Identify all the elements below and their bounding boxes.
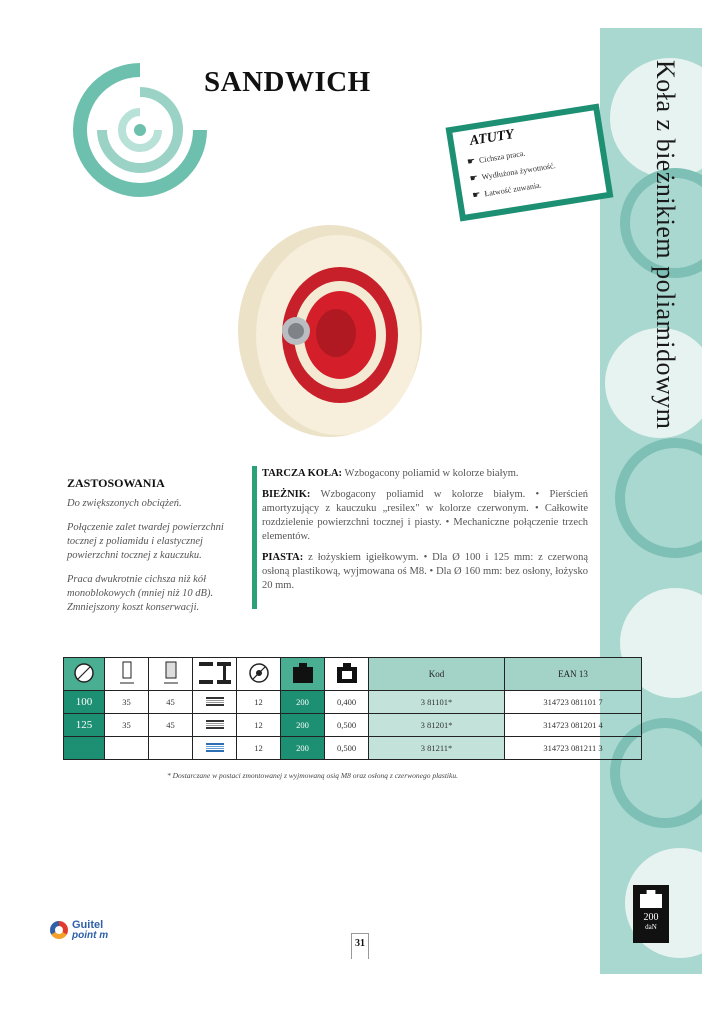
mass-header-icon (325, 658, 369, 691)
pointing-hand-icon: ☛ (471, 189, 482, 201)
ean-cell: 314723 081201 4 (505, 714, 642, 737)
wheel-width-cell (105, 737, 149, 760)
vertical-section-title: Koła z bieżnikiem poliamidowym (651, 60, 680, 430)
table-row (64, 714, 642, 737)
mass-cell: 0,500 (325, 714, 369, 737)
tread-header-icon (193, 658, 237, 691)
axle-cell: 12 (237, 737, 281, 760)
brand-subname: point m (72, 930, 109, 941)
load-cell: 200 (281, 691, 325, 714)
mass-cell: 0,500 (325, 737, 369, 760)
ean-column-header: EAN 13 (505, 658, 642, 691)
hub-length-cell (149, 737, 193, 760)
specification-table (63, 657, 641, 762)
table-row (64, 691, 642, 714)
load-header-icon (281, 658, 325, 691)
advantages-card (446, 103, 614, 221)
pointing-hand-icon: ☛ (468, 172, 479, 184)
brand-mark-icon (50, 921, 68, 939)
code-cell: 3 81201* (369, 714, 505, 737)
weight-icon (640, 890, 662, 908)
brand-name: Guitel (72, 919, 104, 931)
technical-description (262, 467, 588, 600)
applications-heading: ZASTOSOWANIA (67, 476, 165, 490)
load-capacity-unit: daN (645, 923, 657, 931)
brand-logo (50, 919, 120, 945)
accent-divider (252, 466, 257, 609)
diameter-header-icon (64, 658, 105, 691)
wheel-product-image (238, 213, 434, 473)
ean-cell: 314723 081211 3 (505, 737, 642, 760)
applications-text (67, 497, 245, 625)
wheel-width-cell: 35 (105, 691, 149, 714)
wheel-width-cell: 35 (105, 714, 149, 737)
advantages-heading: ATUTY (468, 127, 515, 149)
tread-cell (193, 714, 237, 737)
diameter-cell (64, 737, 105, 760)
load-capacity-value: 200 (643, 912, 659, 923)
table-footnote: * Dostarczane w postaci zmontowanej z wyjmowaną osią M8 oraz osłoną z czerwonego plastiku. (167, 771, 458, 780)
tread-spec: BIEŻNIK: Wzbogacony poliamid w kolorze białym. • Pierścień amortyzujący z kauczuku „resilex" w kolorze czerwonym. • Całkowite rozdzielenie powierzchni tocznej i piasty. • Mechaniczne połączenie trzech elementów. (262, 489, 588, 542)
wheel-width-header-icon (105, 658, 149, 691)
applications-paragraph: Do zwiększonych obciążeń. (67, 498, 182, 509)
axle-header-icon (237, 658, 281, 691)
code-column-header: Kod (369, 658, 505, 691)
applications-paragraph: Praca dwukrotnie cichsza niż kół monoblokowych (mniej niż 10 dB). Zmniejszony koszt konserwacji. (67, 574, 214, 613)
advantage-item: ☛ Łatwość zuwania. (471, 180, 543, 201)
ean-cell: 314723 081101 7 (505, 691, 642, 714)
load-cell: 200 (281, 737, 325, 760)
advantage-item: ☛ Cichsza praca. (466, 148, 526, 167)
tread-gray-icon (206, 697, 224, 706)
load-capacity-badge (633, 885, 669, 943)
decorative-rings-logo (70, 60, 210, 200)
code-cell: 3 81101* (369, 691, 505, 714)
mass-cell: 0,400 (325, 691, 369, 714)
hub-length-cell: 45 (149, 691, 193, 714)
pointing-hand-icon: ☛ (466, 155, 476, 167)
page-number: 31 (351, 933, 369, 959)
table-row (64, 737, 642, 760)
axle-cell: 12 (237, 691, 281, 714)
applications-paragraph: Połączenie zalet twardej powierzchni tocznej z poliamidu i elastycznej powierzchni tocznej z kauczuku. (67, 522, 224, 561)
advantage-item: ☛ Wydłużona żywotność. (468, 161, 557, 184)
hub-spec: PIASTA: z łożyskiem igiełkowym. • Dla Ø 100 i 125 mm: z czerwoną osłoną plastikową, wyjmowana oś M8. • Dla Ø 160 mm: bez osłony, łożysko 20 mm. (262, 552, 588, 591)
hub-length-cell: 45 (149, 714, 193, 737)
tread-gray-icon (206, 720, 224, 729)
diameter-cell: 100 (64, 691, 105, 714)
diameter-cell: 125 (64, 714, 105, 737)
code-cell: 3 81211* (369, 737, 505, 760)
tread-cell (193, 691, 237, 714)
tread-blue-icon (206, 743, 224, 752)
hub-length-header-icon (149, 658, 193, 691)
load-cell: 200 (281, 714, 325, 737)
page-title: SANDWICH (204, 66, 371, 98)
tread-cell (193, 737, 237, 760)
wheel-center-spec: TARCZA KOŁA: Wzbogacony poliamid w kolorze białym. (262, 468, 519, 479)
axle-cell: 12 (237, 714, 281, 737)
